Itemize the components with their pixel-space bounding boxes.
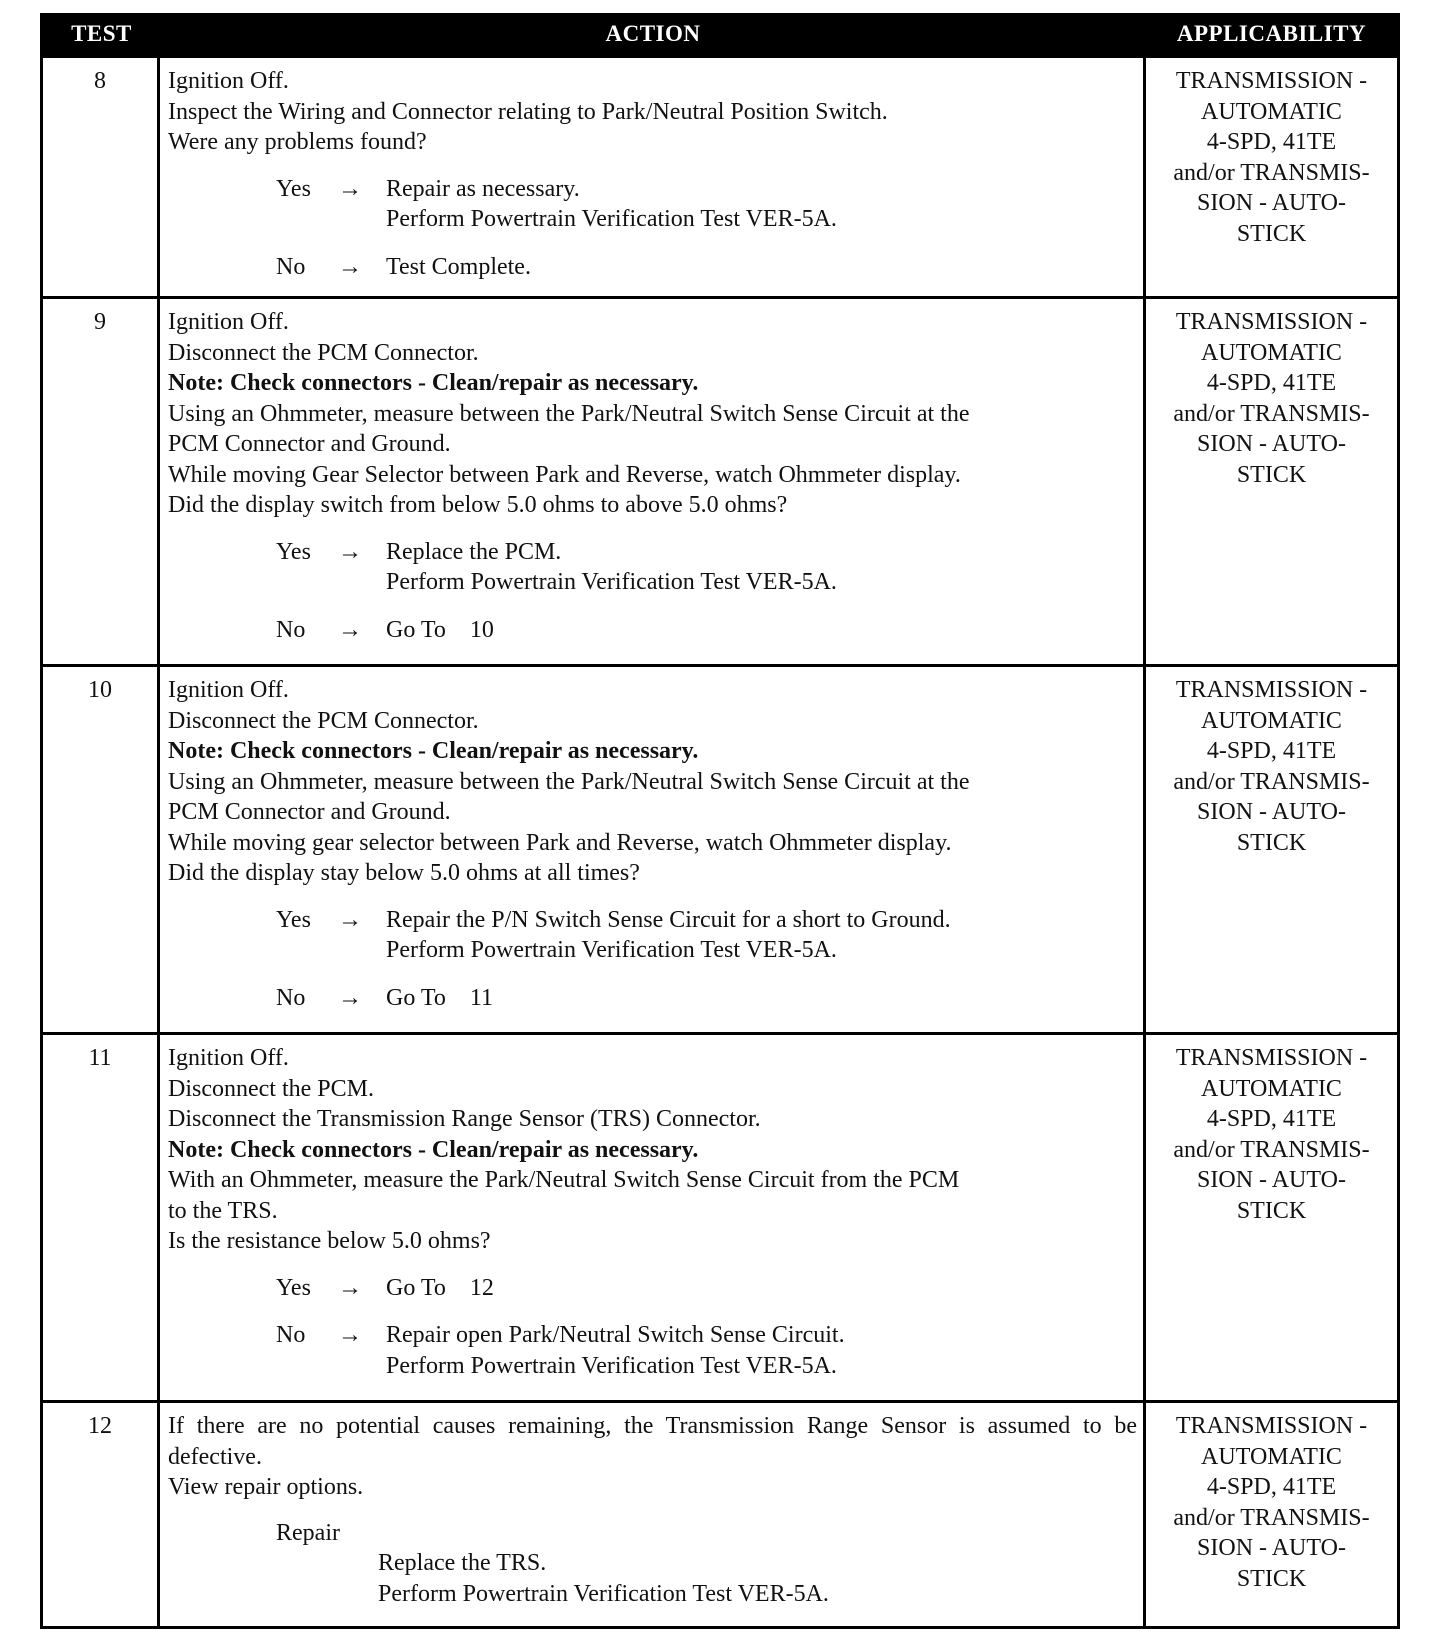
table-row xyxy=(43,1032,1397,1400)
applicability-line: TRANSMISSION - xyxy=(1175,1413,1368,1439)
header-test: TEST xyxy=(71,21,132,46)
applicability-line: 4-SPD, 41TE xyxy=(1206,1106,1337,1132)
result-line: Test Complete. xyxy=(386,253,531,280)
action-cell xyxy=(160,667,1146,1032)
action-line: Using an Ohmmeter, measure between the Park/Neutral Switch Sense Circuit at the xyxy=(168,768,970,795)
applicability-line: 4-SPD, 41TE xyxy=(1206,738,1337,764)
no-label: No xyxy=(276,253,306,280)
applicability-line: TRANSMISSION - xyxy=(1175,68,1368,94)
no-result xyxy=(386,983,1137,1014)
applicability-line: TRANSMISSION - xyxy=(1175,309,1368,335)
action-line: Disconnect the PCM. xyxy=(168,1075,374,1102)
table-row xyxy=(43,1400,1397,1626)
action-line: Note: Check connectors - Clean/repair as necessary. xyxy=(168,738,699,764)
arrow-icon: → xyxy=(338,253,362,280)
applicability-line: STICK xyxy=(1236,461,1307,488)
test-number: 12 xyxy=(43,1403,160,1626)
yes-branch xyxy=(276,905,1137,966)
action-line: PCM Connector and Ground. xyxy=(168,431,451,457)
result-line: Perform Powertrain Verification Test VER-5A. xyxy=(386,1352,837,1379)
no-label: No xyxy=(276,616,306,643)
applicability-line: STICK xyxy=(1236,1197,1307,1224)
result-line: Perform Powertrain Verification Test VER-5A. xyxy=(386,569,837,595)
applicability-line: SION - AUTO- xyxy=(1197,799,1346,825)
action-line: With an Ohmmeter, measure the Park/Neutral Switch Sense Circuit from the PCM xyxy=(168,1167,960,1193)
result-line: Go To 10 xyxy=(386,616,494,643)
action-line: While moving gear selector between Park and Reverse, watch Ohmmeter display. xyxy=(168,829,952,856)
applicability-cell xyxy=(1146,1403,1397,1626)
yes-result xyxy=(386,905,1137,966)
yes-branch xyxy=(276,1273,1137,1304)
yes-result xyxy=(386,1273,1137,1304)
test-number: 10 xyxy=(43,667,160,1032)
applicability-line: AUTOMATIC xyxy=(1201,1443,1342,1470)
no-branch xyxy=(276,1320,1137,1381)
repair-line: Perform Powertrain Verification Test VER-5A. xyxy=(378,1580,829,1607)
header-applicability: APPLICABILITY xyxy=(1176,21,1367,46)
arrow-icon: → xyxy=(338,175,362,202)
repair-line: Replace the TRS. xyxy=(378,1550,547,1576)
result-line: Perform Powertrain Verification Test VER-5A. xyxy=(386,206,837,232)
action-line: to the TRS. xyxy=(168,1197,278,1224)
arrow-icon: → xyxy=(338,616,362,643)
no-label: No xyxy=(276,1322,306,1348)
applicability-line: AUTOMATIC xyxy=(1201,98,1342,125)
applicability-line: AUTOMATIC xyxy=(1201,1075,1342,1102)
applicability-line: AUTOMATIC xyxy=(1201,339,1342,366)
action-cell xyxy=(160,299,1146,664)
action-line: Were any problems found? xyxy=(168,129,427,155)
action-paragraph: If there are no potential causes remaining, the Transmission Range Sensor is assumed to be defective. xyxy=(168,1413,1137,1470)
action-line: Ignition Off. xyxy=(168,1045,289,1071)
test-number: 11 xyxy=(43,1035,160,1400)
header-action: ACTION xyxy=(605,21,701,46)
applicability-line: 4-SPD, 41TE xyxy=(1206,129,1337,155)
result-line: Go To 11 xyxy=(386,984,493,1011)
no-label: No xyxy=(276,984,306,1011)
arrow-icon: → xyxy=(338,1322,362,1348)
no-result xyxy=(386,252,1137,283)
applicability-cell xyxy=(1146,58,1397,296)
yes-branch xyxy=(276,174,1137,235)
applicability-line: TRANSMISSION - xyxy=(1175,677,1368,703)
applicability-line: STICK xyxy=(1236,829,1307,856)
action-cell xyxy=(160,1403,1146,1626)
arrow-icon: → xyxy=(338,538,362,565)
action-line: Note: Check connectors - Clean/repair as necessary. xyxy=(168,1136,699,1163)
yes-label: Yes xyxy=(276,175,311,202)
applicability-line: 4-SPD, 41TE xyxy=(1206,370,1337,396)
result-line: Repair open Park/Neutral Switch Sense Circuit. xyxy=(386,1322,845,1348)
arrow-icon: → xyxy=(338,1274,362,1301)
applicability-line: SION - AUTO- xyxy=(1197,1535,1346,1561)
applicability-cell xyxy=(1146,667,1397,1032)
yes-branch xyxy=(276,537,1137,598)
applicability-cell xyxy=(1146,299,1397,664)
table-row xyxy=(43,664,1397,1032)
result-line: Perform Powertrain Verification Test VER-5A. xyxy=(386,937,837,963)
arrow-icon: → xyxy=(338,906,362,933)
table-row xyxy=(43,55,1397,296)
no-branch xyxy=(276,252,1137,283)
diagnostic-table xyxy=(40,13,1400,1629)
table-header xyxy=(43,13,1397,55)
yes-label: Yes xyxy=(276,1274,311,1301)
applicability-line: and/or TRANSMIS- xyxy=(1173,400,1370,427)
action-line: Ignition Off. xyxy=(168,677,289,703)
applicability-line: 4-SPD, 41TE xyxy=(1206,1474,1337,1500)
applicability-line: STICK xyxy=(1236,1565,1307,1592)
applicability-line: and/or TRANSMIS- xyxy=(1173,159,1370,186)
result-line: Repair as necessary. xyxy=(386,175,580,202)
action-line: Disconnect the PCM Connector. xyxy=(168,339,479,366)
action-line: Note: Check connectors - Clean/repair as necessary. xyxy=(168,370,699,396)
action-line: Inspect the Wiring and Connector relating to Park/Neutral Position Switch. xyxy=(168,98,888,125)
action-line: Ignition Off. xyxy=(168,68,289,94)
action-line: PCM Connector and Ground. xyxy=(168,799,451,825)
applicability-line: AUTOMATIC xyxy=(1201,707,1342,734)
no-result xyxy=(386,615,1137,646)
no-branch xyxy=(276,615,1137,646)
yes-result xyxy=(386,537,1137,598)
applicability-cell xyxy=(1146,1035,1397,1400)
arrow-icon: → xyxy=(338,984,362,1011)
applicability-line: and/or TRANSMIS- xyxy=(1173,768,1370,795)
applicability-line: TRANSMISSION - xyxy=(1175,1045,1368,1071)
action-line: Ignition Off. xyxy=(168,309,289,335)
action-line: Using an Ohmmeter, measure between the Park/Neutral Switch Sense Circuit at the xyxy=(168,400,970,427)
applicability-line: SION - AUTO- xyxy=(1197,190,1346,216)
action-line: Disconnect the Transmission Range Sensor (TRS) Connector. xyxy=(168,1106,761,1132)
action-line: Did the display switch from below 5.0 ohms to above 5.0 ohms? xyxy=(168,492,788,518)
applicability-line: STICK xyxy=(1236,220,1307,247)
no-branch xyxy=(276,983,1137,1014)
action-cell xyxy=(160,58,1146,296)
test-number: 9 xyxy=(43,299,160,664)
repair-label: Repair xyxy=(276,1519,340,1546)
applicability-line: SION - AUTO- xyxy=(1197,431,1346,457)
result-line: Repair the P/N Switch Sense Circuit for a short to Ground. xyxy=(386,906,951,933)
action-cell xyxy=(160,1035,1146,1400)
action-line: Did the display stay below 5.0 ohms at all times? xyxy=(168,860,640,886)
yes-label: Yes xyxy=(276,538,311,565)
result-line: Go To 12 xyxy=(386,1274,494,1301)
no-result xyxy=(386,1320,1137,1381)
table-row xyxy=(43,296,1397,664)
applicability-line: SION - AUTO- xyxy=(1197,1167,1346,1193)
action-line: View repair options. xyxy=(168,1474,364,1500)
applicability-line: and/or TRANSMIS- xyxy=(1173,1504,1370,1531)
action-line: Disconnect the PCM Connector. xyxy=(168,707,479,734)
test-number: 8 xyxy=(43,58,160,296)
action-line: While moving Gear Selector between Park and Reverse, watch Ohmmeter display. xyxy=(168,461,961,488)
result-line: Replace the PCM. xyxy=(386,538,562,565)
applicability-line: and/or TRANSMIS- xyxy=(1173,1136,1370,1163)
yes-label: Yes xyxy=(276,906,311,933)
yes-result xyxy=(386,174,1137,235)
action-line: Is the resistance below 5.0 ohms? xyxy=(168,1228,491,1254)
